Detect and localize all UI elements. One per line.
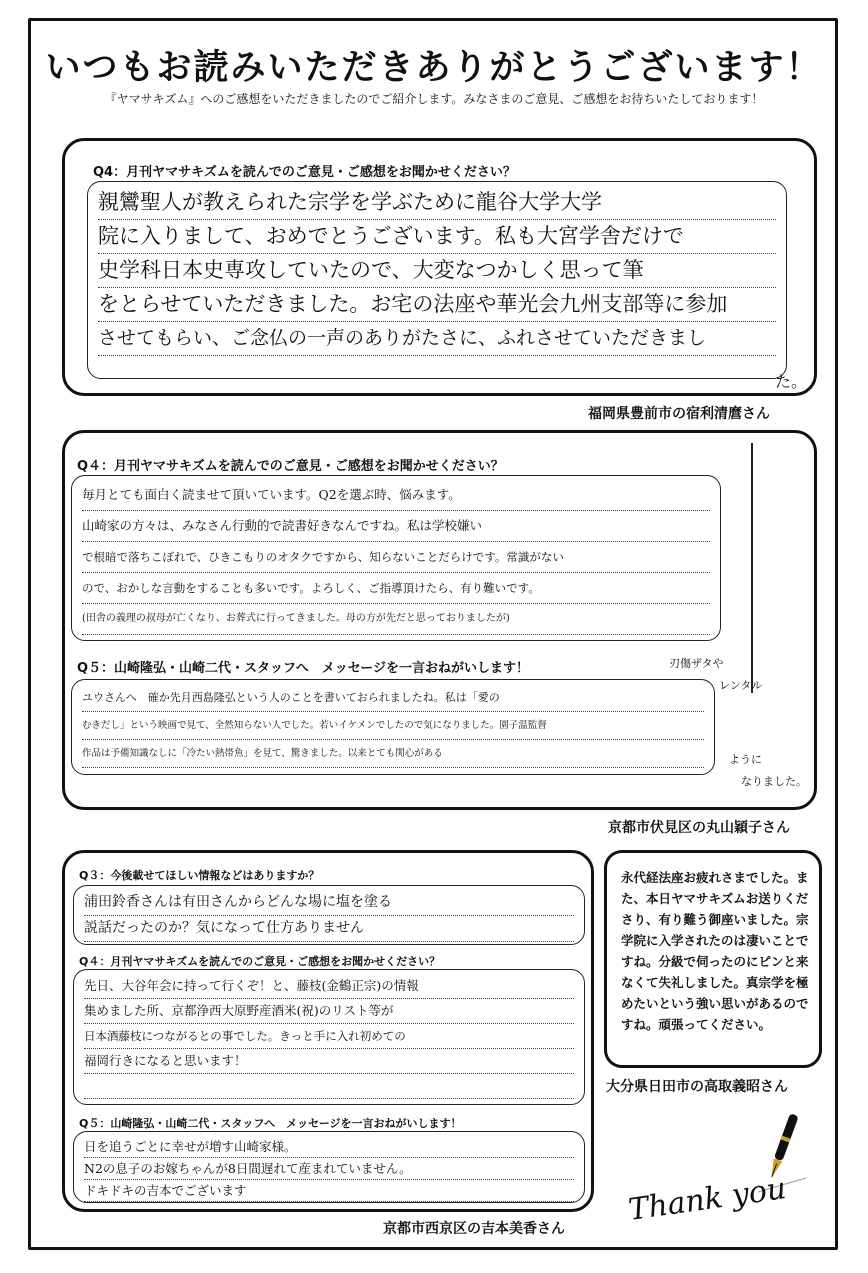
answer-line: ので、おかしな言動をすることも多いです。よろしく、ご指導頂けたら、有り難いです。	[82, 573, 710, 604]
answer-box-q4	[71, 475, 721, 641]
answer-line: (田舎の義理の叔母が亡くなり、お葬式に行ってきました。母の方が先だと思っておりましたが)	[82, 604, 710, 635]
signature-4: 大分県日田市の高取義昭さん	[606, 1079, 788, 1095]
signature-3: 京都市西京区の吉本美香さん	[383, 1221, 565, 1237]
answer-box-q4	[73, 969, 585, 1105]
answer-line: 集めました所、京都浄西大原野産酒米(祝)のリスト等が	[84, 999, 574, 1024]
question-label-q5: Q５：山崎隆弘・山崎二代・スタッフへ メッセージを一言おねがいします！	[77, 661, 530, 676]
intro-text: 『ヤマサキズム』へのご感想をいただきましたのでご紹介します。みなさまのご意見、ご感想をお待ちいたしております！	[104, 92, 764, 106]
answer-box-q3	[73, 885, 585, 945]
answer-line: 院に入りまして、おめでとうございます。私も大宮学舎だけで	[98, 220, 776, 254]
question-label-q5: Q５：山崎隆弘・山崎二代・スタッフへ メッセージを一言おねがいします！	[79, 1117, 462, 1130]
question-label-q4: Q４：月刊ヤマサキズムを読んでのご意見・ご感想をお聞かせください？	[77, 459, 504, 474]
answer-line: で根暗で落ちこぼれで、ひきこもりのオタクですから、知らないことだらけです。常識がない	[82, 542, 710, 573]
comment-card-1	[62, 138, 817, 396]
answer-line: 日本酒藤枝につながるとの事でした。きっと手に入れ初めての	[84, 1024, 574, 1049]
side-note: ように	[729, 753, 762, 766]
answer-line: 先日、大谷年会に持って行くぞ！と、藤枝(金鶴正宗)の情報	[84, 974, 574, 999]
signature-2: 京都市伏見区の丸山穎子さん	[608, 820, 790, 836]
side-note: なりました。	[741, 775, 807, 788]
margin-line	[751, 443, 753, 693]
answer-line: N2の息子のお嫁ちゃんが8日間遅れて産まれていません。	[84, 1158, 574, 1180]
answer-line: 説話だったのか？気になって仕方ありません	[84, 916, 574, 942]
answer-line: 日を追うごとに幸せが増す山崎家様。	[84, 1136, 574, 1158]
answer-line: させてもらい、ご念仏の一声のありがたさに、ふれさせていただきまし	[98, 322, 776, 356]
answer-line: 毎月とても面白く読ませて頂いています。Q2を選ぶ時、悩みます。	[82, 480, 710, 511]
answer-line: 浦田鈴香さんは有田さんからどんな場に塩を塗る	[84, 890, 574, 916]
answer-line: 福岡行きになると思います！	[84, 1049, 574, 1074]
answer-line	[84, 1074, 574, 1099]
answer-line: 作品は予備知識なしに「冷たい熱帯魚」を見て、驚きました。以来とても関心がある	[82, 740, 704, 768]
answer-overflow: た。	[775, 372, 808, 391]
question-label: Q4：月刊ヤマサキズムを読んでのご意見・ご感想をお聞かせください？	[93, 165, 516, 180]
answer-line: をとらせていただきました。お宅の法座や華光会九州支部等に参加	[98, 288, 776, 322]
answer-line: 史学科日本史専攻していたので、大変なつかしく思って筆	[98, 254, 776, 288]
answer-line: 親鸞聖人が教えられた宗学を学ぶために龍谷大学大学	[98, 186, 776, 220]
answer-line: ユウさんへ 確か先月西島隆弘という人のことを書いておられましたね。私は「愛の	[82, 684, 704, 712]
page-title: いつもお読みいただきありがとうございます！	[45, 48, 823, 88]
comment-card-2	[62, 430, 817, 810]
answer-box-q5	[71, 679, 715, 775]
comment-card-3	[62, 850, 594, 1212]
signature-1: 福岡県豊前市の宿利清麿さん	[588, 406, 770, 422]
side-note: 刃傷ザタや	[669, 657, 724, 670]
question-label-q3: Q３：今後載せてほしい情報などはありますか？	[79, 869, 320, 882]
answer-box-q5	[73, 1131, 585, 1203]
answer-line: 山崎家の方々は、みなさん行動的で読書好きなんですね。私は学校嫌い	[82, 511, 710, 542]
reply-card	[604, 850, 822, 1068]
answer-line: ドキドキの吉本でございます	[84, 1180, 574, 1202]
side-note: レンタル	[719, 679, 763, 692]
reply-text: 永代経法座お疲れさまでした。また、本日ヤマサキズムお送りくださり、有り難う御座いました。宗学院に入学されたのは凄いことですね。分級で伺ったのにピンと来なくて失礼しました。真宗学を極めたいという強い思いがあるのですね。頑張ってください。	[621, 870, 809, 1032]
answer-box	[87, 181, 787, 379]
answer-line: むきだし」という映画で見て、全然知らない人でした。若いイケメンでしたので気になりました。園子温監督	[82, 712, 704, 740]
thank-you-text: Thank you	[626, 1171, 789, 1228]
question-label-q4: Q４：月刊ヤマサキズムを読んでのご意見・ご感想をお聞かせください？	[79, 955, 441, 968]
